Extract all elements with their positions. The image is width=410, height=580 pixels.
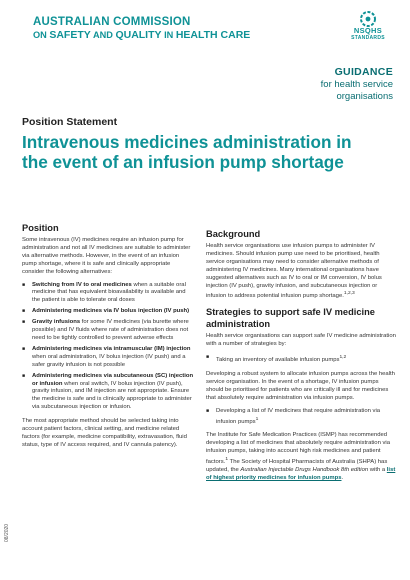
strategies-intro: Health service organisations can support safe IV medicine administration with a number of strategies by:: [206, 333, 396, 348]
alternatives-list: [22, 282, 194, 413]
org-word-and: AND: [90, 30, 116, 40]
list-item-text: Taking an inventory of available infusion pumps: [216, 357, 340, 364]
standards-emblem-icon: [357, 10, 379, 27]
priority-medicines-link[interactable]: list of highest priority medicines for infusion pumps: [206, 467, 396, 481]
standards-logo-sub: STANDARDS: [351, 35, 385, 41]
org-word-health-care: HEALTH CARE: [175, 29, 251, 41]
guidance-block: [321, 66, 393, 102]
background-body: Health service organisations use infusion pumps to administer IV medicines. Should infusion pump use need to be prioritised, health service organisations may need to consider alternative methods of administering IV medicines. Many international organisations have suggested alternatives such as IV to oral or IM conversion, IV bolus injection (IV push), gravity infusion, and subcutaneous injection or infusion to address potential infusion pump shortage.: [206, 243, 382, 300]
sentence-end: .: [341, 474, 344, 481]
list-item-refs: 1: [255, 416, 259, 422]
guidance-line2: for health service: [320, 79, 393, 90]
strategies-list-2: [206, 408, 396, 427]
position-heading: Position: [22, 223, 59, 233]
list-item: [22, 308, 194, 316]
left-column: [22, 222, 194, 455]
nsqhs-standards-logo: [342, 10, 394, 41]
strategies-list-1: [206, 354, 396, 365]
list-item: [206, 408, 396, 427]
strategies-heading: Strategies to support safe IV medicine administration: [206, 307, 375, 330]
list-item-text: when oral administration, IV bolus injection (IV push) and a safer gravity infusion is not possible: [32, 353, 186, 368]
list-item-text: when oral switch, IV bolus injection (IV push), gravity infusion, and IM injection are not appropriate. Ensure the medicine is safe and is clinically appropriate to administer via subcutaneous injection or infusion.: [32, 380, 192, 411]
list-item-text: Developing a list of IV medicines that require administration via infusion pumps: [216, 407, 381, 425]
list-item: [206, 354, 396, 365]
ismp-ref: 1: [225, 457, 229, 463]
position-intro: Some intravenous (IV) medicines require an infusion pump for administration and not all IV medicines are suitable to administer via alternative methods. However, in the event of an infusion pump shortage, where it is safe and clinically appropriate consider the following alternatives:: [22, 237, 191, 275]
list-item-bold: Administering medicines via intramuscular (IM) injection: [32, 345, 191, 352]
background-text: [206, 243, 396, 301]
list-item-text: for some IV medicines (via burette where possible) and IV fluids where rate of administration does not need to be tightly controlled to prevent adverse effects: [32, 319, 189, 341]
page-title: Intravenous medicines administration in the event of an infusion pump shortage: [22, 132, 352, 172]
list-item-bold: Switching from IV to oral medicines: [32, 281, 132, 288]
org-word-safety: SAFETY: [49, 29, 91, 41]
ismp-text: The Institute for Safe Medication Practices (ISMP) has recommended developing a list of medicines that absolutely require administration via infusion pumps, taking into account high risk medicines and patient factors.: [206, 432, 391, 466]
shpa-connector: with a: [368, 467, 387, 473]
list-item-text: when a suitable oral medicine that has equivalent bioavailability is available and the patient is able to tolerate oral doses: [32, 281, 186, 304]
background-heading: Background: [206, 229, 261, 239]
list-item: [22, 373, 194, 413]
allocation-paragraph: Developing a robust system to allocate infusion pumps across the health service organisation. In the event of a shortage, IV infusion pumps should be prioritised for patients who are critically ill and for medicines that absolutely require administration via infusion pumps.: [206, 371, 395, 401]
org-word-quality: QUALITY: [115, 29, 162, 41]
guidance-label: GUIDANCE: [334, 66, 393, 78]
handbook-title: Australian Injectable Drugs Handbook 8th edition: [240, 467, 369, 473]
position-closing: The most appropriate method should be selected taking into account patient factors, clinical setting, and medicine related factors (for example, medicine compatibility, extravasation, fluid status, type of IV access required, and IV cannula patency).: [22, 418, 187, 448]
document-date-code: 08/2020: [4, 523, 10, 542]
right-column: [206, 228, 396, 488]
list-item-bold: Administering medicines via IV bolus injection (IV push): [32, 308, 190, 315]
guidance-line3: organisations: [336, 90, 393, 102]
list-item-bold: Gravity infusions: [32, 319, 81, 326]
org-name-line1: AUSTRALIAN COMMISSION: [33, 16, 191, 28]
list-item: [22, 346, 194, 370]
document-type-label: Position Statement: [22, 116, 118, 128]
standards-logo-title: NSQHS: [353, 26, 383, 35]
list-item: [22, 282, 194, 306]
list-item-bold: Administering medicines via subcutaneous (SC) injection or infusion: [32, 372, 194, 387]
background-refs: 1,2,3: [343, 291, 355, 297]
list-item-refs: 1,2: [339, 355, 347, 361]
shpa-text: The Society of Hospital Pharmacists of Australia (SHPA) has updated, the: [206, 459, 388, 473]
ismp-paragraph: [206, 432, 396, 482]
org-word-on: ON: [33, 30, 50, 40]
commission-logo: [33, 16, 250, 42]
org-name-line2: [33, 29, 250, 42]
list-item: [22, 319, 194, 343]
org-word-in: IN: [161, 30, 176, 40]
